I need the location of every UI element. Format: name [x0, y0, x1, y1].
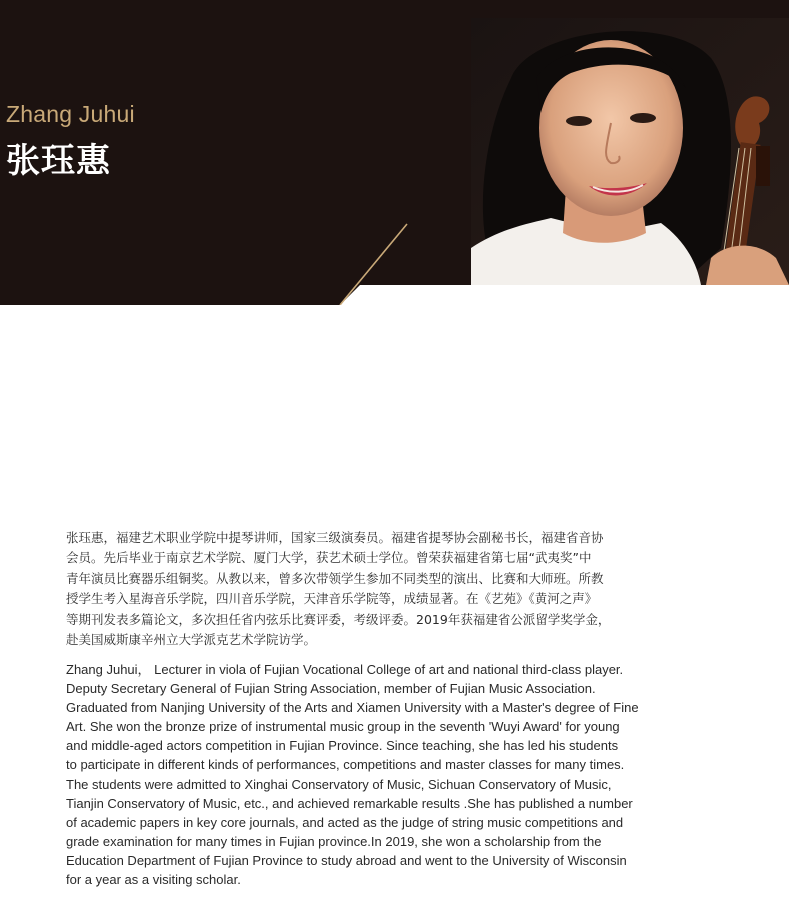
bio-en-line: Art. She won the bronze prize of instrumental music group in the seventh 'Wuyi Award' for young [66, 719, 620, 735]
bio-zh-line: 青年演员比赛器乐组铜奖。从教以来，曾多次带领学生参加不同类型的演出、比赛和大师班。所教 [66, 570, 604, 586]
bio-chinese [66, 528, 646, 650]
bio-en-line: to participate in different kinds of performances, competitions and master classes for many times. [66, 757, 625, 773]
bio-en-line: The students were admitted to Xinghai Conservatory of Music, Sichuan Conservatory of Music, [66, 776, 612, 792]
bio-en-line: Education Department of Fujian Province to study abroad and went to the University of Wisconsin [66, 852, 627, 868]
bio-zh-line: 授学生考入星海音乐学院，四川音乐学院，天津音乐学院等，成绩显著。在《艺苑》《黄河之声》 [66, 591, 598, 607]
bio-en-line: for a year as a visiting scholar. [66, 872, 241, 888]
bio-en-line: of academic papers in key core journals, and acted as the judge of string music competitions and [66, 814, 624, 830]
bio-en-line: Zhang Juhui， Lecturer in viola of Fujian Vocational College of art and national third-class player. [66, 662, 624, 677]
bio-en-line: Tianjin Conservatory of Music, etc., and achieved remarkable results .She has published a number [66, 795, 633, 811]
portrait-photo [471, 18, 789, 285]
name-chinese: 张珏惠 [6, 141, 111, 181]
bio-en-line: and middle-aged actors competition in Fujian Province. Since teaching, she has led his students [66, 738, 619, 754]
bio-zh-line: 会员。先后毕业于南京艺术学院、厦门大学，获艺术硕士学位。曾荣获福建省第七届“武夷奖”中 [66, 550, 592, 566]
bio-en-line: grade examination for many times in Fujian province.In 2019, she won a scholarship from the [66, 833, 602, 849]
bio-zh-line: 张珏惠，福建艺术职业学院中提琴讲师，国家三级演奏员。福建省提琴协会副秘书长，福建省音协 [66, 530, 604, 545]
bio-english [66, 660, 646, 889]
bio-zh-line: 等期刊发表多篇论文，多次担任省内弦乐比赛评委，考级评委。2019年获福建省公派留学奖学金， [66, 611, 611, 627]
bio-en-line: Graduated from Nanjing University of the Arts and Xiamen University with a Master's degree of Fine [66, 700, 639, 716]
portrait-photo-icon [471, 18, 789, 285]
bio-zh-line: 赴美国威斯康辛州立大学派克艺术学院访学。 [66, 632, 317, 648]
bio-en-line: Deputy Secretary General of Fujian String Association, member of Fujian Music Association. [66, 681, 596, 697]
name-english: Zhang Juhui [6, 101, 135, 127]
